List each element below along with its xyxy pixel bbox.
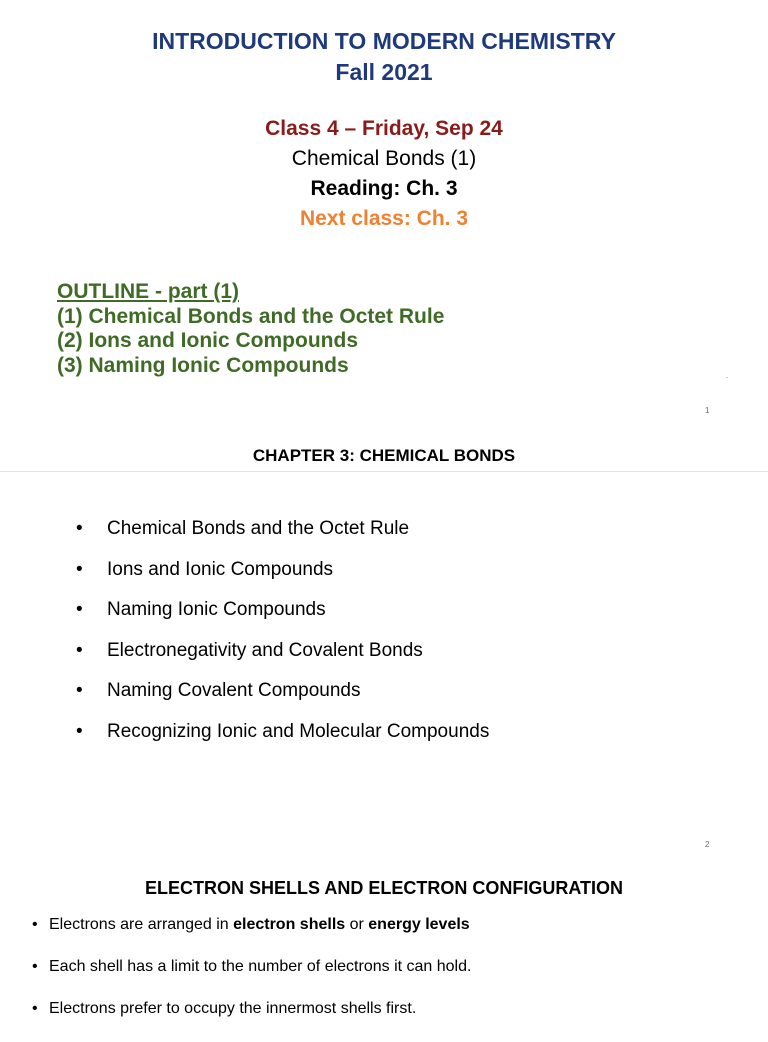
bullet-icon: • <box>32 958 38 975</box>
page-number: 2 <box>705 840 710 849</box>
slide-2 <box>0 432 768 857</box>
bullet-icon: • <box>76 680 83 702</box>
class-line: Class 4 – Friday, Sep 24 <box>265 117 503 140</box>
bullet-icon: • <box>76 720 83 742</box>
reading-line: Reading: Ch. 3 <box>310 177 458 200</box>
outline-item: (1) Chemical Bonds and the Octet Rule <box>57 304 445 328</box>
list-item: • Each shell has a limit to the number of electrons it can hold. <box>32 958 471 1000</box>
bullet-icon: • <box>76 639 83 661</box>
next-class-line: Next class: Ch. 3 <box>299 207 469 230</box>
list-item: • Naming Covalent Compounds <box>76 680 361 702</box>
list-item: • Electrons are arranged in electron shells or energy levels <box>32 916 471 958</box>
outline-heading: OUTLINE - part (1) <box>57 280 239 303</box>
bullet-icon: • <box>76 558 83 580</box>
term-energy-levels: energy levels <box>368 916 470 933</box>
slide-3-title: ELECTRON SHELLS AND ELECTRON CONFIGURATION <box>145 878 623 898</box>
slide-1-title <box>0 26 768 88</box>
topic-line: Chemical Bonds (1) <box>291 147 477 170</box>
list-item: • Naming Ionic Compounds <box>76 599 326 621</box>
page-number: 1 <box>705 406 710 415</box>
bullet-icon: • <box>32 916 38 933</box>
outline-item: (3) Naming Ionic Compounds <box>57 353 349 377</box>
chapter-bullet-list <box>76 518 489 762</box>
course-title: INTRODUCTION TO MODERN CHEMISTRY <box>152 28 616 54</box>
outline <box>57 280 444 378</box>
stray-dot: . <box>726 371 729 380</box>
list-item: • Recognizing Ionic and Molecular Compounds <box>76 720 490 742</box>
slide-3 <box>0 860 768 1024</box>
list-item: • Ions and Ionic Compounds <box>76 558 334 580</box>
bullet-icon: • <box>76 518 83 539</box>
outline-item: (2) Ions and Ionic Compounds <box>57 329 358 352</box>
list-item: • Chemical Bonds and the Octet Rule <box>76 518 410 539</box>
slide-1 <box>0 0 768 430</box>
bullet-icon: • <box>76 599 83 621</box>
list-item: • Electronegativity and Covalent Bonds <box>76 639 423 661</box>
bullet-icon: • <box>32 1000 38 1017</box>
list-item: • Electrons prefer to occupy the innermost shells first. <box>32 1000 471 1042</box>
slide-2-title: CHAPTER 3: CHEMICAL BONDS <box>252 446 516 465</box>
electron-bullet-list <box>32 916 471 1042</box>
term: Fall 2021 <box>335 59 433 85</box>
term-electron-shells: electron shells <box>233 916 346 933</box>
